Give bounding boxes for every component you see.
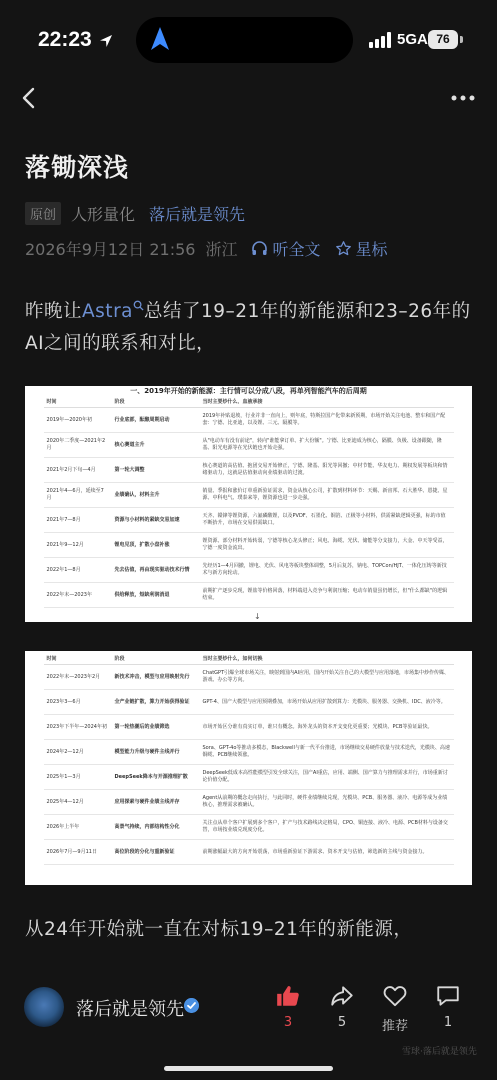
- para1-text-end: 总结了19–21年的新能源和23–26年的AI之间的联系和对比，: [25, 301, 471, 354]
- table-cell: 先去估值，再由现实驱动技术行情: [112, 558, 200, 583]
- back-icon[interactable]: [16, 84, 44, 112]
- bottom-action-bar: [0, 965, 497, 1080]
- watermark: 雪球·落后就是领先: [402, 1047, 477, 1057]
- table2-header-0: 时间: [44, 653, 112, 665]
- table-cell: 核心赛道的高估值、抱团交易开始修正，宁德、隆基、阳光等回撤；中材节能、华友电力、期权发展等板块和情绪驱动力，这就是估值驱动向业绩驱动的过渡。: [200, 458, 454, 483]
- recommend-label: 推荐: [381, 1019, 408, 1034]
- table-cell: 销量、季报和涨价订单重新验证需求，资金从核心公司，扩散到材料环节：天赐、新宙邦、石大胜华、恩捷、星源、中科电气、璞泰来等，锂资源也进一步走强。: [200, 483, 454, 508]
- recommend-button[interactable]: [375, 983, 415, 1034]
- down-arrow-icon: ↓: [254, 612, 261, 621]
- star-icon: [335, 240, 352, 257]
- table1-title: 一、2019年开始的新能源：主行情可以分成八段，再单列智能汽车的后周期: [130, 387, 367, 395]
- table-row: [44, 740, 454, 765]
- app-logo-icon: [150, 26, 170, 52]
- table-row: [44, 690, 454, 715]
- cellular-signal-icon: [369, 32, 393, 48]
- table-row: [44, 458, 454, 483]
- battery-icon: 76: [428, 30, 458, 49]
- comment-icon: [435, 983, 461, 1009]
- table-row: [44, 433, 454, 458]
- table-cell: 2023年3—6月: [44, 690, 112, 715]
- battery-tip: [460, 36, 463, 43]
- search-icon[interactable]: [133, 300, 144, 311]
- table-cell: 行业底部，酝酿周期启动: [112, 408, 200, 433]
- table-cell: 2026年上半年: [44, 815, 112, 840]
- table-cell: 天齐、赣锋等锂资源，六氟磷酸锂，以及PVDF、石墨化、铜箔、正极等小材料，供需紧缺逻辑更强，标的市值不断抬升，市场在交易供需缺口。: [200, 508, 454, 533]
- table-cell: 2019年—2020年初: [44, 408, 112, 433]
- heart-icon: [382, 983, 408, 1009]
- home-indicator: [164, 1066, 333, 1071]
- table-image-2[interactable]: [25, 651, 472, 885]
- table1-header-2: 当时主要炒什么、血液承接: [200, 396, 454, 408]
- article-meta-info: [25, 236, 388, 260]
- table-cell: 从"电动车有没有前途"，转向"谁能拿订单、扩大份额"。宁德、比亚迪成为核心，隔膜、负极、设备跟随，隆基、阳光电源等在光伏链也开始走强。: [200, 433, 454, 458]
- listen-label: 听全文: [272, 239, 321, 259]
- table-cell: 供给释放，短缺利润消退: [112, 583, 200, 608]
- table-cell: Sora、GPT-4o等推动多模态，Blackwell与新一代平台推进，市场继续交易硬件放量与技术迭代，光模块、高速铜缆、PCB继续领涨。: [200, 740, 454, 765]
- table-row: [44, 840, 454, 865]
- table-cell: DeepSeek降本与开源推理扩散: [112, 765, 200, 790]
- publish-location: 浙江: [205, 239, 238, 259]
- thumbs-up-icon: [275, 983, 301, 1009]
- table-cell: 2019年补贴退坡，行业并非一直向上，则年底，特斯拉国产化带来新预期，市场开始关注电池、整车和国产配套：宁德、比亚迪，以及锂、三元、隔膜等。: [200, 408, 454, 433]
- paragraph-1: [25, 296, 475, 360]
- location-arrow-icon: [98, 33, 114, 49]
- original-tag: 原创: [25, 202, 61, 225]
- table-cell: 先经历1—4月回撤，锂电、光伏、风电等板块整体调整，5月后复苏，钠电、TOPCon/HJT、一体化压铸等新技术与新方向轮动。: [200, 558, 454, 583]
- table-row: [44, 765, 454, 790]
- para1-text-start: 昨晚让: [25, 301, 83, 322]
- table-row: [44, 790, 454, 815]
- like-button[interactable]: [268, 983, 308, 1030]
- table-cell: DeepSeek低成本高性能模型引发全球关注，国产AI重估，应用、端侧、国产算力与推理需求并行，市场重新讨论价值分配。: [200, 765, 454, 790]
- table-image-1[interactable]: [25, 386, 472, 622]
- table-cell: 2023年下半年—2024年初: [44, 715, 112, 740]
- table-cell: 前期涨幅最大的方向开始震荡，市场重新验证下游需求、资本开支与估值，筛选新的主线与资金接力。: [200, 840, 454, 865]
- table-row: [44, 665, 454, 690]
- listen-button[interactable]: [251, 237, 320, 260]
- table-cell: 2021年4—6月，延续至7月: [44, 483, 112, 508]
- author-avatar[interactable]: [24, 987, 64, 1027]
- table-row: [44, 533, 454, 558]
- verified-badge-icon: [184, 998, 199, 1013]
- table-cell: 锂电见顶，扩散小盘补涨: [112, 533, 200, 558]
- table-cell: 第一轮热潮后的业绩筛选: [112, 715, 200, 740]
- table-cell: 锂资源、部分材料开始转弱，宁德等核心龙头修正；风电、海缆、光伏、储能等分支接力，大金、中天等受益，宁德一度资金流出。: [200, 533, 454, 558]
- share-button[interactable]: [322, 983, 362, 1030]
- table1-header-1: 阶段: [112, 396, 200, 408]
- table-row: [44, 815, 454, 840]
- table-cell: 2025年4—12月: [44, 790, 112, 815]
- table-cell: 核心赛道主升: [112, 433, 200, 458]
- table-cell: 2021年7—8月: [44, 508, 112, 533]
- comment-button[interactable]: [428, 983, 468, 1030]
- table-row: [44, 508, 454, 533]
- table-cell: 高位阶段的分化与重新验证: [112, 840, 200, 865]
- table-row: [44, 483, 454, 508]
- nav-bar: [0, 80, 497, 116]
- share-count: 5: [337, 1015, 347, 1030]
- table-row: [44, 583, 454, 608]
- table-cell: 业绩确认，材料主升: [112, 483, 200, 508]
- table-cell: 2021年2月下旬—4月: [44, 458, 112, 483]
- article-meta-authors: [25, 200, 245, 226]
- bottom-author-name[interactable]: 落后就是领先: [76, 999, 184, 1020]
- network-type: 5GA: [397, 31, 428, 48]
- headphones-icon: [251, 240, 268, 257]
- table-cell: 第一轮大调整: [112, 458, 200, 483]
- table-cell: 2025年1—3月: [44, 765, 112, 790]
- table-cell: 2022年末—2023年2月: [44, 665, 112, 690]
- table2: [44, 653, 454, 865]
- table-row: [44, 558, 454, 583]
- table-cell: 前期扩产逐步兑现，锂盐等价格回落，材料端进入竞争与利润压缩；电动车销量虽仍增长，但"什么都缺"的逻辑结束。: [200, 583, 454, 608]
- status-time: 22:23: [38, 28, 92, 51]
- table-cell: 全产业链扩散，算力开始获得验证: [112, 690, 200, 715]
- star-button[interactable]: [335, 237, 388, 260]
- table2-header-2: 当时主要炒什么，如何切换: [200, 653, 454, 665]
- star-label: 星标: [355, 239, 388, 259]
- publish-date: 2026年9月12日 21:56: [25, 239, 196, 259]
- table-row: [44, 408, 454, 433]
- table-cell: 2024年2—12月: [44, 740, 112, 765]
- like-count: 3: [283, 1015, 293, 1030]
- table-cell: 应用探索与硬件业绩主线并存: [112, 790, 200, 815]
- comment-count: 1: [443, 1015, 453, 1030]
- table-row: [44, 715, 454, 740]
- table-cell: 2022年末—2023年: [44, 583, 112, 608]
- table-cell: 2020年二季度—2021年2月: [44, 433, 112, 458]
- table-cell: GPT-4、国产大模型与应用预期叠加，市场开始从应用扩散到算力：光模块、服务器、交换机、IDC、液冷等。: [200, 690, 454, 715]
- table-cell: 市场开始区分谁有真实订单，谁只有概念。海外龙头的资本开支变化更重要；光模块、PCB等验证最快。: [200, 715, 454, 740]
- table-cell: 资源与小材料的紧缺交易加速: [112, 508, 200, 533]
- table-cell: 2022年1—8月: [44, 558, 112, 583]
- astra-link[interactable]: Astra: [82, 301, 134, 322]
- more-icon[interactable]: [446, 84, 480, 112]
- table-cell: 新技术冲击，模型与应用映射先行: [112, 665, 200, 690]
- table-cell: 关注点从单个客户扩展到多个客户，扩产与技术路线决定格局，CPO、铜连接、液冷、电源、PCB材料与设备交替，市场按业绩兑现度分化。: [200, 815, 454, 840]
- table1: [44, 396, 454, 608]
- author-primary[interactable]: 人形量化: [71, 204, 136, 224]
- article-title: 落锄深浅: [25, 153, 130, 182]
- table-cell: 2026年7月—9月11日: [44, 840, 112, 865]
- table-cell: 高景气持续，内部结构性分化: [112, 815, 200, 840]
- table2-header-1: 阶段: [112, 653, 200, 665]
- share-icon: [329, 983, 355, 1009]
- table-cell: ChatGPT引爆全球市场关注，映射到国内AI应用，国内开始关注自己的大模型与应用落地，市场集中炒作传媒、游戏、办公等方向。: [200, 665, 454, 690]
- status-bar: [0, 0, 497, 80]
- paragraph-2: 从24年开始就一直在对标19–21年的新能源，: [25, 919, 413, 940]
- table1-header-0: 时间: [44, 396, 112, 408]
- author-secondary-link[interactable]: 落后就是领先: [149, 204, 246, 224]
- table-cell: 2021年9—12月: [44, 533, 112, 558]
- table-cell: 模型能力升级与硬件主线并行: [112, 740, 200, 765]
- table-cell: Agent从前期的概念走向执行，与此同时，硬件业绩继续兑现，光模块、PCB、服务器、液冷、电源等成为业绩核心，推理需求被确认。: [200, 790, 454, 815]
